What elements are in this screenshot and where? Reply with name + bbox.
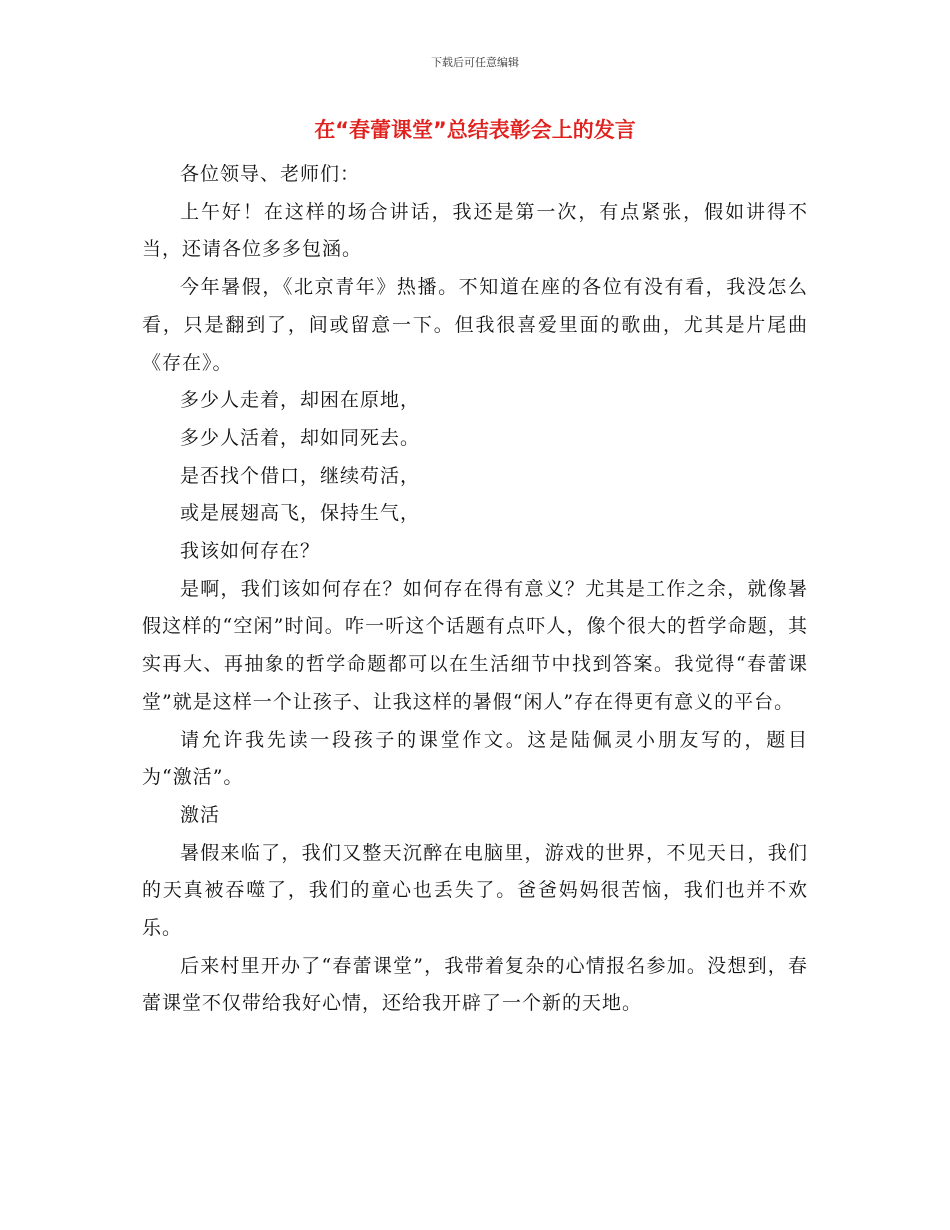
lyric-line: 多少人活着，却如同死去。 <box>180 426 421 449</box>
lyric-line: 我该如何存在？ <box>180 540 321 563</box>
essay-paragraph: 后来村里开办了“春蕾课堂”，我带着复杂的心情报名参加。没想到，春蕾课堂不仅带给我好心情，还给我开辟了一个新的天地。 <box>142 954 808 1015</box>
document-title: 在“春蕾课堂”总结表彰会上的发言 <box>314 118 636 142</box>
paragraph-salutation: 各位领导、老师们： <box>180 163 361 185</box>
essay-title: 激活 <box>180 803 221 826</box>
lyric-line: 是否找个借口，继续苟活， <box>180 464 421 487</box>
essay-paragraph: 暑假来临了，我们又整天沉醉在电脑里，游戏的世界，不见天日，我们的天真被吞噬了，我们的童心也丢失了。爸爸妈妈很苦恼，我们也并不欢乐。 <box>142 841 808 940</box>
page-header: 下载后可任意编辑 <box>431 56 519 69</box>
paragraph-essay-intro: 请允许我先读一段孩子的课堂作文。这是陆佩灵小朋友写的，题目为“激活”。 <box>142 728 808 789</box>
paragraph-reflection: 是啊，我们该如何存在？如何存在得有意义？尤其是工作之余，就像暑假这样的“空闲”时间。咋一听这个话题有点吓人，像个很大的哲学命题，其实再大、再抽象的哲学命题都可以在生活细节中找到答案。我觉得“春蕾课堂”就是这样一个让孩子、让我这样的暑假“闲人”存在得更有意义的平台。 <box>142 577 808 713</box>
document-body <box>142 156 808 1023</box>
paragraph-intro: 今年暑假，《北京青年》热播。不知道在座的各位有没有看，我没怎么看，只是翻到了，间或留意一下。但我很喜爱里面的歌曲，尤其是片尾曲《存在》。 <box>142 276 808 374</box>
lyric-line: 或是展翅高飞，保持生气， <box>180 502 421 525</box>
paragraph-greeting: 上午好！在这样的场合讲话，我还是第一次，有点紧张，假如讲得不当，还请各位多多包涵。 <box>142 200 808 261</box>
lyric-line: 多少人走着，却困在原地， <box>180 389 421 412</box>
